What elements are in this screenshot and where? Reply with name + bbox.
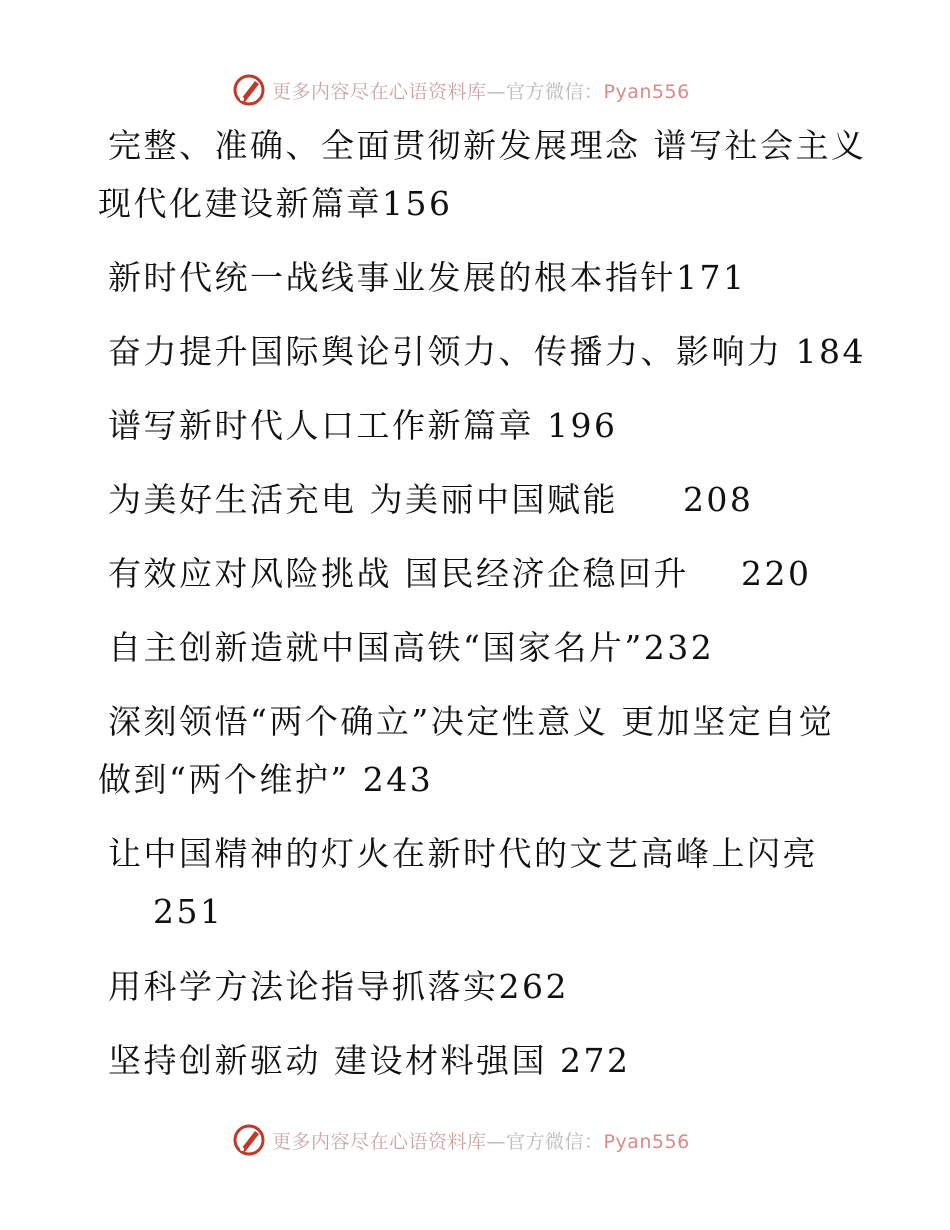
toc-entry-title: 用科学方法论指导抓落实262 [108,967,569,1006]
toc-entry [98,323,866,381]
toc-entry-title: 坚持创新驱动 建设材料强国 272 [108,1041,631,1080]
banner-text: 更多内容尽在心语资料库—官方微信：Pyan556 [272,1130,690,1153]
toc-entry [98,693,858,809]
toc-entry-title: 有效应对风险挑战 国民经济企稳回升 220 [108,554,812,593]
toc-entry-title: 新时代统一战线事业发展的根本指针171 [108,258,747,297]
footer-banner [232,1122,690,1158]
header-banner [232,72,690,108]
toc-entry-title: 让中国精神的灯火在新时代的文艺高峰上闪亮 [108,834,818,873]
toc-entry [98,397,858,455]
toc-entry [98,117,867,233]
toc-entry-title: 自主创新造就中国高铁“国家名片”232 [108,628,715,667]
banner-text: 更多内容尽在心语资料库—官方微信：Pyan556 [272,80,690,103]
toc-entry-continuation: 现代化建设新篇章156 [98,184,453,223]
toc-entry-continuation: 251 [153,892,224,931]
toc-entry-continuation: 做到“两个维护” 243 [98,760,434,799]
toc-entry [98,619,858,677]
toc-entry [98,825,858,941]
pen-logo-icon [232,1123,266,1157]
toc-entry-title: 为美好生活充电 为美丽中国赋能 208 [108,480,754,519]
toc-entry-title: 完整、准确、全面贯彻新发展理念 谱写社会主义 [108,126,867,165]
toc-entry [98,471,858,529]
toc-entry-title: 奋力提升国际舆论引领力、传播力、影响力 184 [108,332,866,371]
toc-entry-title: 深刻领悟“两个确立”决定性意义 更加坚定自觉 [108,702,835,741]
toc-entry [98,958,858,1016]
toc-entry [98,249,858,307]
toc-entry [98,545,858,603]
toc-entry-title: 谱写新时代人口工作新篇章 196 [108,406,618,445]
pen-logo-icon [232,73,266,107]
toc-entry [98,1032,858,1090]
